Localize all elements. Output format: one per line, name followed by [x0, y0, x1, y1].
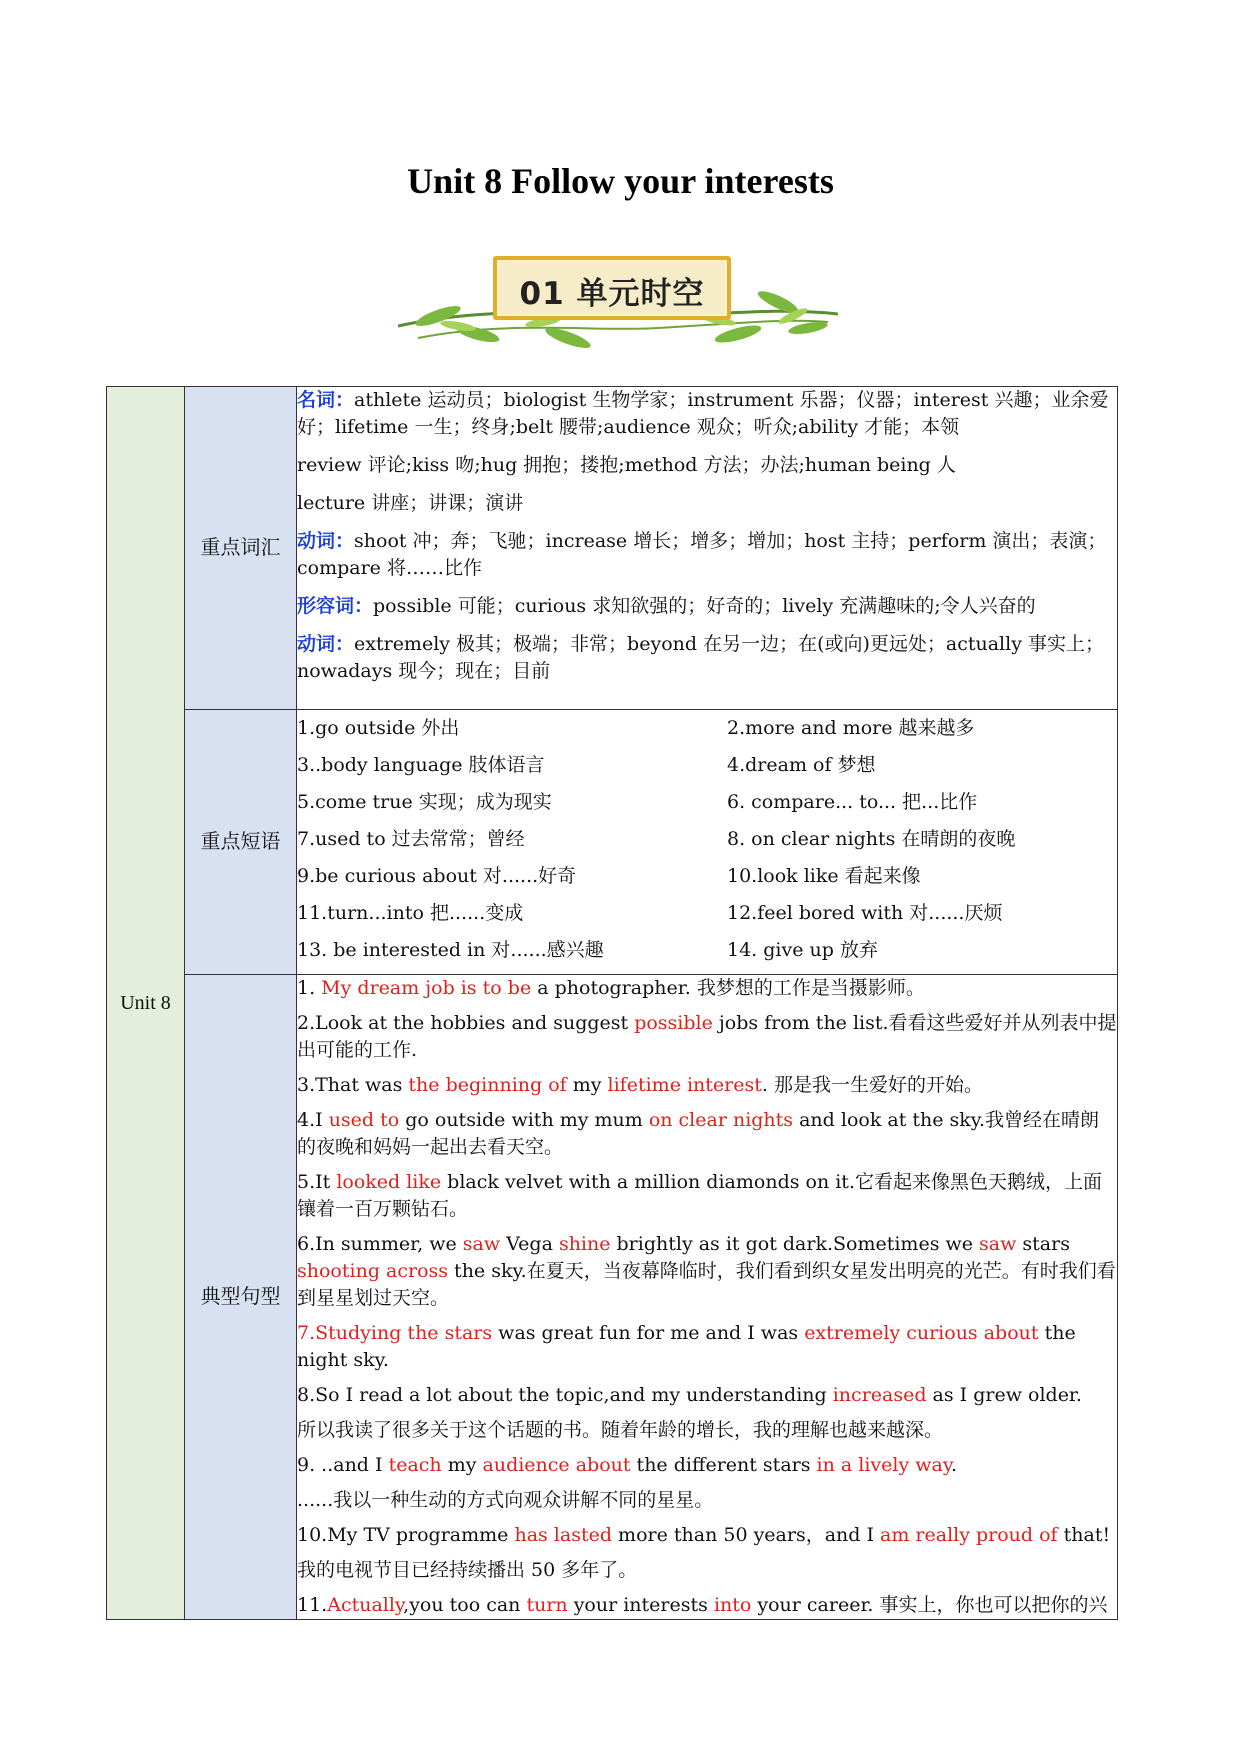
vocab-line — [297, 387, 1117, 441]
text-run: and look at the sky.我曾经在晴朗的夜晚和妈妈一起出去看天空。 — [297, 1109, 1100, 1158]
sentence-line — [297, 1010, 1117, 1064]
text-run: 8.So I read a lot about the topic,and my understanding — [297, 1384, 833, 1406]
highlighted-phrase: in a lively way — [816, 1454, 952, 1476]
text-run: the night sky. — [297, 1322, 1076, 1371]
highlighted-phrase: used to — [328, 1109, 400, 1131]
phrase-row — [297, 932, 1117, 969]
text-run: ......我以一种生动的方式向观众讲解不同的星星。 — [297, 1489, 714, 1511]
phrases-content — [297, 710, 1118, 975]
text-run: shoot 冲；奔；飞驰；increase 增长；增多；增加；host 主持；perform 演出；表演；compare 将……比作 — [297, 530, 1107, 579]
sentence-line — [297, 1382, 1117, 1409]
sentence-line — [297, 1487, 1117, 1514]
sentences-content — [297, 975, 1118, 1620]
highlighted-phrase: possible — [634, 1012, 713, 1034]
text-run: black velvet with a million diamonds on it.它看起来像黑色天鹅绒，上面镶着一百万颗钻石。 — [297, 1171, 1102, 1220]
phrase-item: 10.look like 看起来像 — [727, 865, 921, 887]
section-banner — [398, 248, 838, 356]
highlighted-phrase: into — [713, 1594, 752, 1616]
text-run: 11. — [297, 1594, 328, 1616]
text-run: 10.My TV programme — [297, 1524, 515, 1546]
text-run: 2.Look at the hobbies and suggest — [297, 1012, 635, 1034]
highlighted-phrase: lifetime interest — [607, 1074, 762, 1096]
text-run: 我的电视节目已经持续播出 50 多年了。 — [297, 1559, 638, 1581]
sentence-line — [297, 1107, 1117, 1161]
text-run: . — [951, 1454, 958, 1476]
text-run: 1. — [297, 977, 322, 999]
vocab-list — [297, 387, 1117, 685]
highlighted-phrase: increased — [832, 1384, 927, 1406]
phrase-row — [297, 821, 1117, 858]
highlighted-phrase: Actually — [327, 1594, 404, 1616]
text-run: lecture 讲座；讲课；演讲 — [297, 492, 524, 514]
text-run: 4.I — [297, 1109, 329, 1131]
text-run: jobs from the list.看看这些爱好并从列表中提出可能的工作. — [297, 1012, 1117, 1061]
highlighted-phrase: shooting across — [297, 1260, 449, 1282]
vocab-line — [297, 631, 1117, 685]
text-run: my — [566, 1074, 608, 1096]
text-run: extremely 极其；极端；非常；beyond 在另一边；在(或向)更远处；actually 事实上；nowadays 现今；现在；目前 — [297, 633, 1104, 682]
highlighted-phrase: looked like — [336, 1171, 442, 1193]
text-run: a photographer. 我梦想的工作是当摄影师。 — [531, 977, 925, 999]
part-of-speech-label: 动词： — [297, 633, 355, 655]
page-title: Unit 8 Follow your interests — [407, 161, 834, 201]
phrase-item: 5.come true 实现；成为现实 — [297, 791, 552, 813]
phrase-item: 14. give up 放弃 — [727, 939, 878, 961]
highlighted-phrase: shine — [558, 1233, 611, 1255]
sentence-line — [297, 1169, 1117, 1223]
text-run: . 那是我一生爱好的开始。 — [761, 1074, 983, 1096]
text-run: 9. ..and I — [297, 1454, 389, 1476]
phrase-item: 12.feel bored with 对......厌烦 — [727, 902, 1003, 924]
part-of-speech-label: 形容词： — [297, 595, 374, 617]
text-run: 3.That was — [297, 1074, 409, 1096]
unit-label-cell — [107, 387, 185, 1620]
highlighted-phrase: extremely curious about — [804, 1322, 1039, 1344]
text-run: 所以我读了很多关于这个话题的书。随着年龄的增长，我的理解也越来越深。 — [297, 1419, 944, 1441]
phrase-item: 8. on clear nights 在晴朗的夜晚 — [727, 828, 1016, 850]
sentence-line — [297, 1557, 1117, 1584]
category-label: 典型句型 — [200, 1284, 281, 1308]
text-run: stars — [1016, 1233, 1070, 1255]
text-run: the sky.在夏天，当夜幕降临时，我们看到织女星发出明亮的光芒。有时我们看到星星划过天空。 — [297, 1260, 1116, 1309]
sentence-line — [297, 1522, 1117, 1549]
phrase-item: 1.go outside 外出 — [297, 717, 460, 739]
sentence-line — [297, 1072, 1117, 1099]
text-run: my — [441, 1454, 483, 1476]
phrase-item: 4.dream of 梦想 — [727, 754, 876, 776]
category-vocab — [185, 387, 297, 710]
text-run: your interests — [567, 1594, 714, 1616]
category-label: 重点词汇 — [200, 535, 281, 559]
highlighted-phrase: teach — [388, 1454, 442, 1476]
phrase-row — [297, 784, 1117, 821]
vocab-content — [297, 387, 1118, 710]
phrase-item: 6. compare... to... 把...比作 — [727, 791, 978, 813]
highlighted-phrase: saw — [462, 1233, 501, 1255]
sentence-line — [297, 975, 1117, 1002]
phrase-item: 9.be curious about 对......好奇 — [297, 865, 577, 887]
text-run: your career. 事实上，你也可以把你的兴 — [751, 1594, 1108, 1616]
phrase-row — [297, 858, 1117, 895]
unit-label: Unit 8 — [120, 991, 171, 1014]
vocab-line — [297, 528, 1117, 582]
highlighted-phrase: 7.Studying the stars — [297, 1322, 493, 1344]
category-sentences — [185, 975, 297, 1620]
unit-summary-table — [106, 386, 1118, 1620]
text-run: was great fun for me and I was — [492, 1322, 805, 1344]
category-label: 重点短语 — [200, 829, 281, 853]
sentence-line — [297, 1320, 1117, 1374]
sentence-list — [297, 975, 1117, 1619]
text-run: athlete 运动员；biologist 生物学家；instrument 乐器；仪器；interest 兴趣；业余爱好；lifetime 一生；终身;belt 腰带;audience 观众；听众;ability 才能；本领 — [297, 389, 1109, 438]
highlighted-phrase: audience about — [482, 1454, 631, 1476]
text-run: Vega — [500, 1233, 559, 1255]
sentence-line — [297, 1592, 1117, 1619]
phrase-row — [297, 895, 1117, 932]
text-run: go outside with my mum — [399, 1109, 649, 1131]
part-of-speech-label: 名词： — [297, 389, 355, 411]
highlighted-phrase: am really proud of — [880, 1524, 1058, 1546]
text-run: possible 可能；curious 求知欲强的；好奇的；lively 充满趣味的;令人兴奋的 — [373, 595, 1036, 617]
highlighted-phrase: saw — [979, 1233, 1017, 1255]
text-run: 5.It — [297, 1171, 337, 1193]
phrase-item: 11.turn...into 把......变成 — [297, 902, 524, 924]
sentence-line — [297, 1231, 1117, 1312]
sentence-line — [297, 1417, 1117, 1444]
phrase-row — [297, 710, 1117, 747]
banner-box — [493, 256, 731, 320]
text-run: brightly as it got dark.Sometimes we — [610, 1233, 980, 1255]
highlighted-phrase: the beginning of — [408, 1074, 567, 1096]
vocab-line — [297, 593, 1117, 620]
phrase-item: 7.used to 过去常常；曾经 — [297, 828, 525, 850]
text-run: 6.In summer, we — [297, 1233, 463, 1255]
part-of-speech-label: 动词： — [297, 530, 355, 552]
phrase-item: 3..body language 肢体语言 — [297, 754, 545, 776]
sentence-line — [297, 1452, 1117, 1479]
phrase-item: 2.more and more 越来越多 — [727, 717, 975, 739]
text-run: the different stars — [630, 1454, 817, 1476]
vocab-line — [297, 490, 1117, 517]
text-run: as I grew older. — [926, 1384, 1082, 1406]
phrase-item: 13. be interested in 对......感兴趣 — [297, 939, 604, 961]
highlighted-phrase: turn — [526, 1594, 568, 1616]
highlighted-phrase: My dream job is to be — [321, 977, 532, 999]
text-run: ,you too can — [403, 1594, 527, 1616]
banner-text: 01 单元时空 — [519, 276, 705, 312]
phrase-row — [297, 747, 1117, 784]
vocab-line — [297, 452, 1117, 479]
text-run: review 评论;kiss 吻;hug 拥抱；搂抱;method 方法；办法;human being 人 — [297, 454, 956, 476]
text-run: more than 50 years，and I — [612, 1524, 881, 1546]
text-run: that! — [1057, 1524, 1111, 1546]
highlighted-phrase: has lasted — [514, 1524, 613, 1546]
category-phrases — [185, 710, 297, 975]
phrase-list — [297, 710, 1117, 969]
highlighted-phrase: on clear nights — [648, 1109, 794, 1131]
